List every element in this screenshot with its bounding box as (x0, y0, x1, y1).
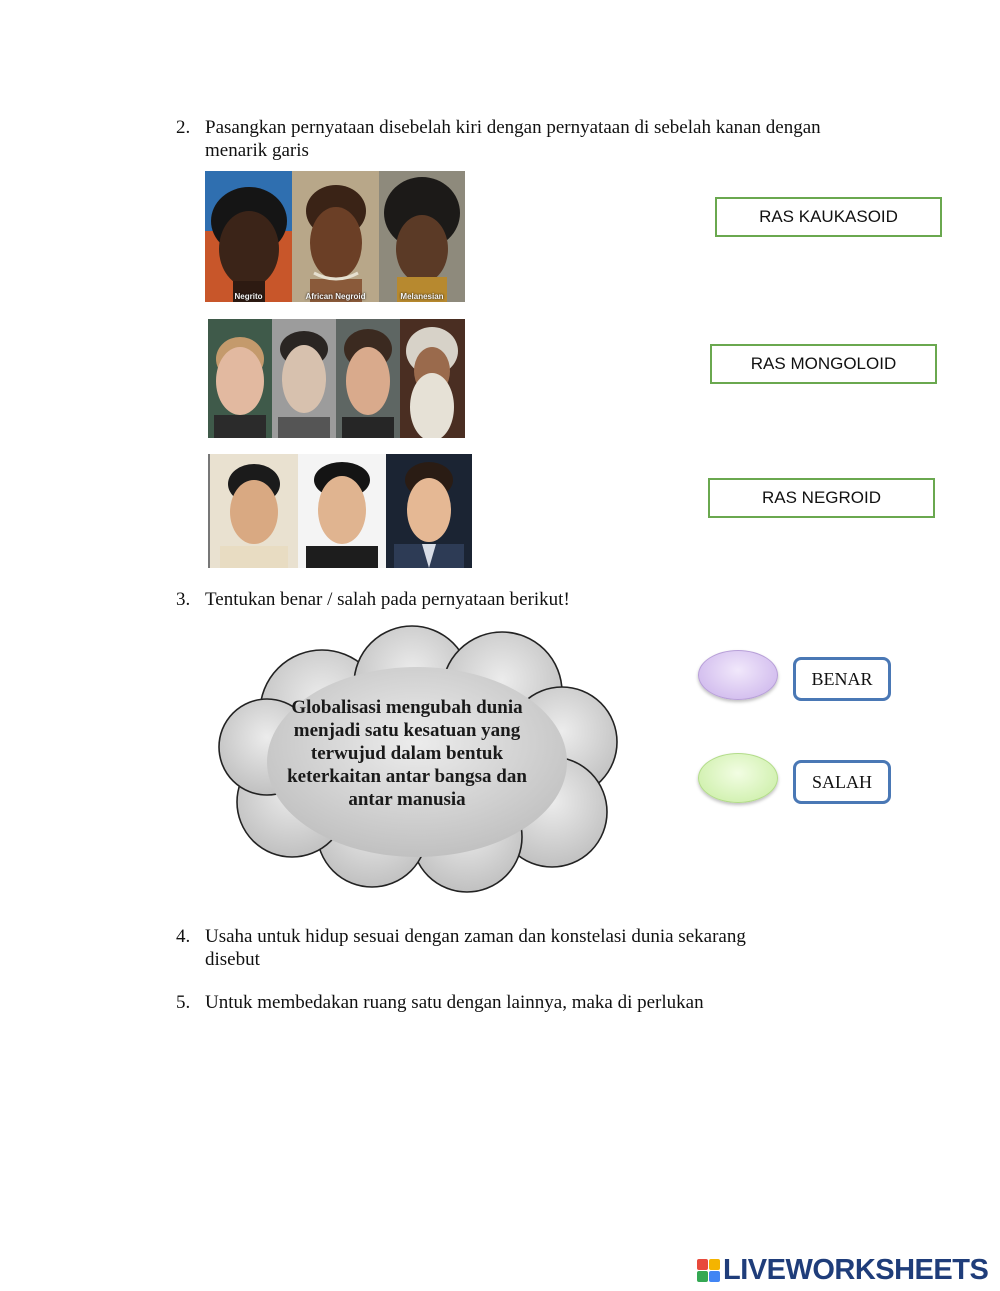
match-option-label: RAS MONGOLOID (750, 354, 897, 373)
face-photo-melanesian (379, 171, 465, 302)
liveworksheets-logo (697, 1254, 988, 1286)
question-number: 2. (176, 117, 191, 138)
question-2 (176, 117, 876, 163)
match-option-label: RAS KAUKASOID (759, 207, 898, 226)
face-photo (272, 319, 336, 438)
face-photo (336, 319, 400, 438)
question-text-line1: Pasangkan pernyataan disebelah kiri dengan pernyataan di sebelah kanan dengan (205, 117, 821, 138)
match-option-mongoloid[interactable] (710, 344, 937, 384)
benar-label: BENAR (811, 668, 873, 689)
face-photo (208, 319, 272, 438)
face-photo (400, 319, 465, 438)
match-option-negroid[interactable] (708, 478, 935, 518)
question-number: 5. (176, 992, 191, 1013)
question-text-line1: Usaha untuk hidup sesuai dengan zaman dan konstelasi dunia sekarang (205, 926, 746, 947)
photo-row-mongoloid[interactable] (208, 454, 474, 568)
face-photo (210, 454, 298, 568)
face-photo (386, 454, 472, 568)
match-option-kaukasoid[interactable] (715, 197, 942, 237)
question-text-line2: menarik garis (205, 140, 309, 161)
statement-cloud (212, 622, 632, 894)
face-photo-african-negroid (292, 171, 379, 302)
photo-caption: Negrito (234, 292, 263, 301)
face-photo-negrito (205, 171, 292, 302)
benar-answer-oval[interactable] (698, 650, 778, 700)
question-3 (176, 589, 776, 613)
logo-mark-icon (697, 1259, 720, 1282)
salah-label-box (793, 760, 891, 804)
question-5 (176, 992, 826, 1016)
question-text: Untuk membedakan ruang satu dengan lainnya, maka di perlukan (205, 992, 704, 1013)
photo-row-negroid[interactable] (205, 171, 465, 302)
salah-label: SALAH (811, 771, 872, 792)
benar-label-box (793, 657, 891, 701)
question-number: 4. (176, 926, 191, 947)
question-4 (176, 926, 826, 972)
question-text-line2: disebut (205, 949, 260, 970)
question-number: 3. (176, 589, 191, 610)
question-text: Tentukan benar / salah pada pernyataan berikut! (205, 589, 570, 610)
photo-caption: Melanesian (400, 292, 444, 301)
face-photo (298, 454, 386, 568)
statement-text: Globalisasi mengubah dunia menjadi satu kesatuan yang terwujud dalam bentuk keterkaitan antar bangsa dan antar manusia (287, 697, 527, 810)
logo-text: LIVEWORKSHEETS (723, 1253, 989, 1286)
photo-row-kaukasoid[interactable] (208, 319, 465, 438)
match-option-label: RAS NEGROID (761, 488, 882, 507)
salah-answer-oval[interactable] (698, 753, 778, 803)
photo-caption: African Negroid (305, 292, 366, 301)
